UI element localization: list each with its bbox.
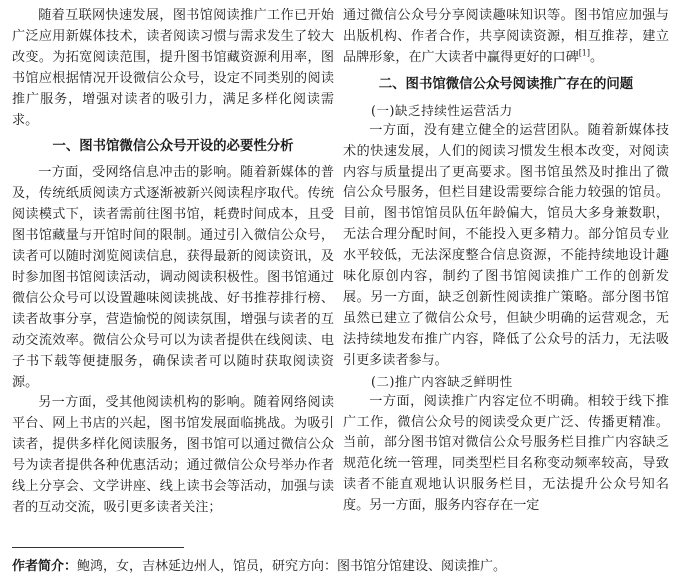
subsection-1-paragraph: 一方面，没有建立健全的运营团队。随着新媒体技术的快速发展，人们的阅读习惯发生根本改变，对阅读内容与质量提出了更高要求。图书馆虽然及时推出了微信公众号服务，但栏目建设需要综合能力较强的馆员。目前，图书馆馆员队伍年龄偏大，馆员大多身兼数职，无法合理分配时间，不能投入更多精力。部分馆员专业水平较低，无法深度整合信息资源，不能持续地设计趣味化原创内容，制约了图书馆阅读推广工作的创新发展。另一方面，缺乏创新性阅读推广策略。部分图书馆虽然已建立了微信公众号，但缺少明确的运营观念，无法持续地发布推广内容，降低了公众号的活力，无法吸引更多读者参与。	[343, 122, 669, 368]
section-1-paragraph-1: 一方面，受网络信息冲击的影响。随着新媒体的普及，传统纸质阅读方式逐渐被新兴阅读程序取代。传统阅读模式下，读者需前往图书馆，耗费时间成本，且受图书馆藏量与开馆时间的限制。通过引入微信公众号，读者可以随时浏览阅读信息，获得最新的阅读资讯，及时参加图书馆阅读活动，调动阅读积极性。图书馆通过微信公众号可以设置趣味阅读挑战、好书推荐排行榜、读者故事分享，营造愉悦的阅读氛围，增强与读者的互动交流效率。微信公众号可以为读者提供在线阅读、电子书下载等便捷服务，确保读者可以随时获取阅读资源。	[12, 165, 334, 390]
section-1-heading: 一、图书馆微信公众号开设的必要性分析	[52, 139, 294, 155]
author-footnote-label: 作者简介：	[12, 559, 78, 574]
subsection-1-heading: (一)缺乏持续性运营活力	[371, 102, 513, 118]
subsection-2-heading: (二)推广内容缺乏鲜明性	[371, 373, 513, 389]
footnote-divider	[12, 547, 184, 548]
section-2-heading: 二、图书馆微信公众号阅读推广存在的问题	[378, 76, 634, 92]
left-column	[12, 6, 334, 519]
continued-paragraph-end: 。	[590, 49, 604, 65]
author-footnote-text: 鲍鸿，女，吉林延边州人，馆员，研究方向：图书馆分馆建设、阅读推广。	[77, 559, 507, 574]
right-column	[343, 6, 669, 517]
citation-marker: [1]	[578, 48, 591, 58]
section-1-paragraph-2: 另一方面，受其他阅读机构的影响。随着网络阅读平台、网上书店的兴起，图书馆发展面临挑战。为吸引读者，提供多样化阅读服务，图书馆可以通过微信公众号为读者提供各种优惠活动；通过微信公众号举办作者线上分享会、文学讲座、线上读书会等活动，加强与读者的互动交流，吸引更多读者关注；	[12, 395, 334, 515]
author-footnote	[12, 557, 506, 577]
intro-paragraph: 随着互联网快速发展，图书馆阅读推广工作已开始广泛应用新媒体技术，读者阅读习惯与需求发生了较大改变。为拓宽阅读范围，提升图书馆藏资源利用率，图书馆应根据情况开设微信公众号，设定不同类别的阅读推广服务，增强对读者的吸引力，满足多样化阅读需求。	[12, 8, 334, 128]
continued-paragraph-text: 通过微信公众号分享阅读趣味知识等。图书馆应加强与出版机构、作者合作，共享阅读资源，相互推荐，建立品牌形象，在广大读者中赢得更好的口碑	[343, 8, 669, 65]
continued-paragraph	[343, 6, 669, 69]
subsection-2-paragraph: 一方面，阅读推广内容定位不明确。相较于线下推广工作，微信公众号的阅读受众更广泛、传播更精准。当前，部分图书馆对微信公众号服务栏目推广内容缺乏规范化统一管理，同类型栏目名称变动频率较高，导致读者不能直观地认识服务栏目，无法提升公众号知名度。另一方面，服务内容存在一定	[343, 393, 669, 514]
